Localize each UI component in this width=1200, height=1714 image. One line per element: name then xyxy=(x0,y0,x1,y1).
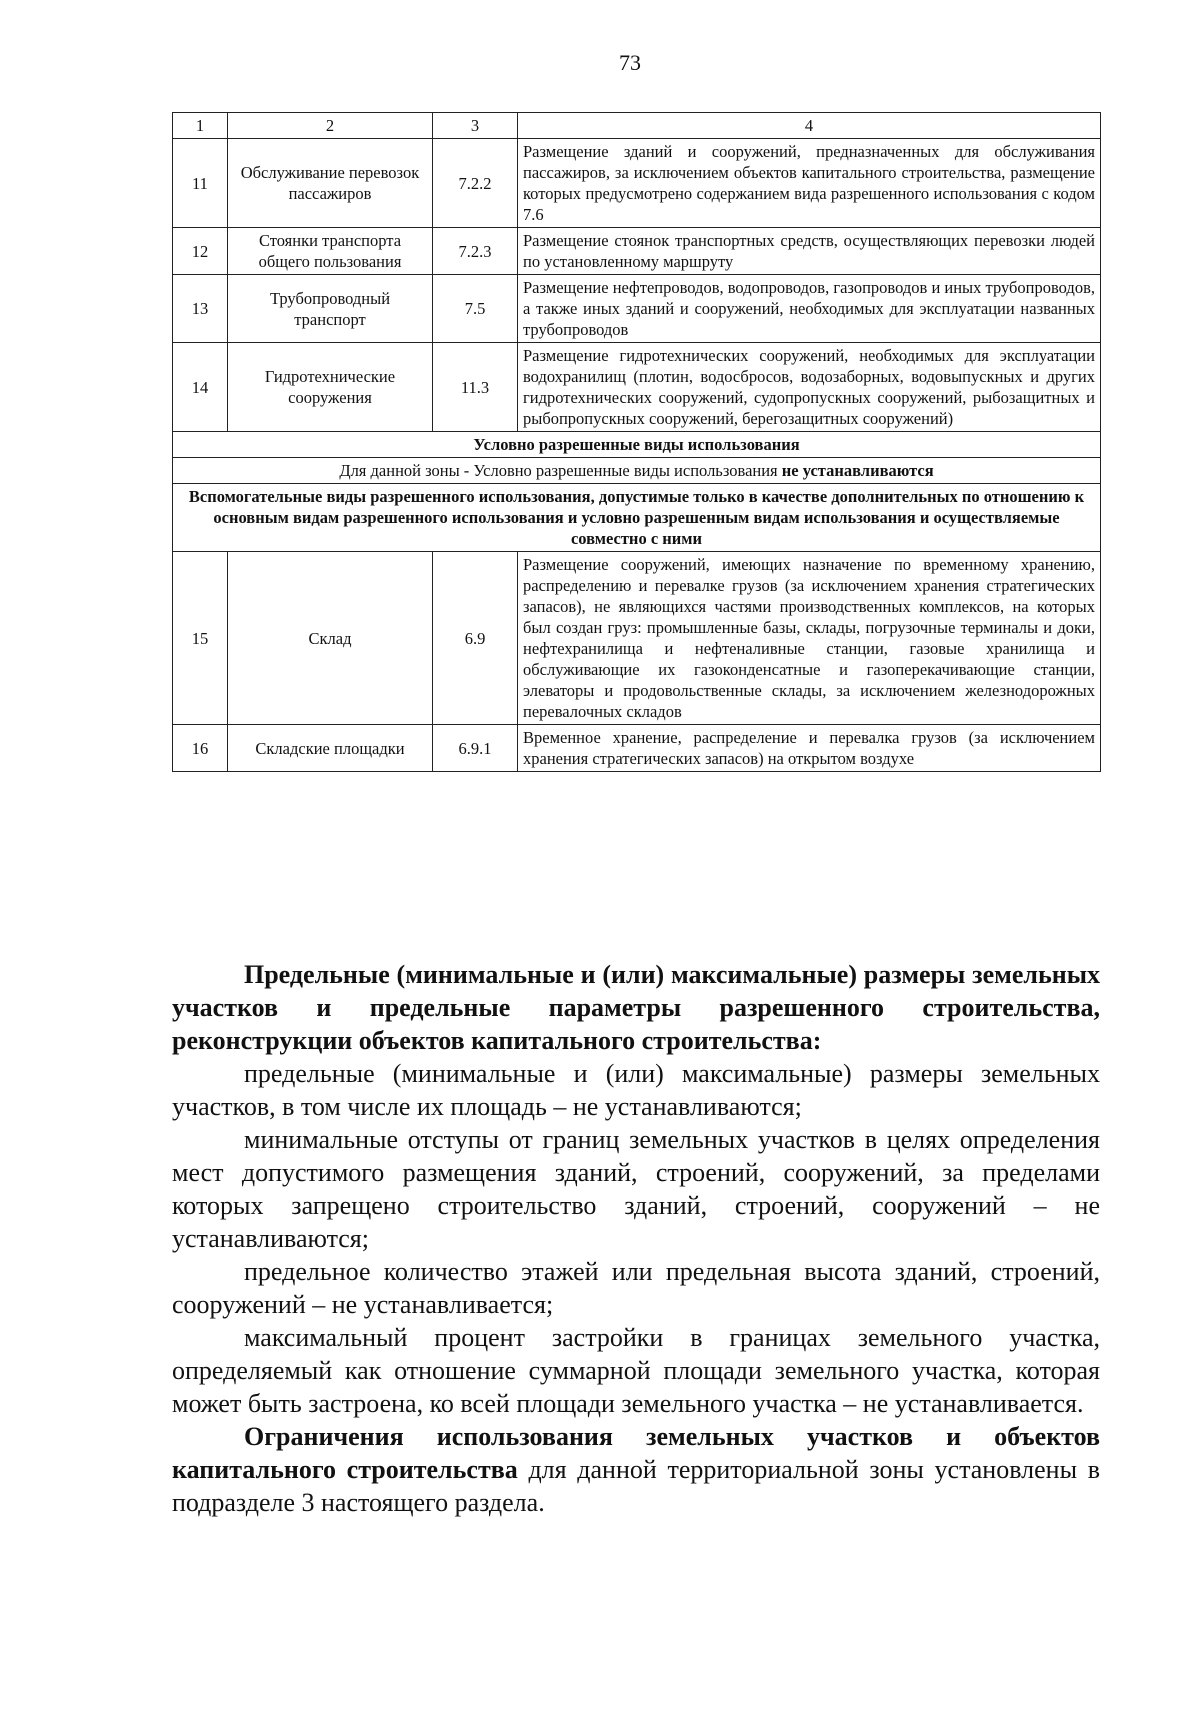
use-code: 6.9 xyxy=(433,552,518,725)
col-header-2: 2 xyxy=(228,113,433,139)
use-name: Трубопроводный транспорт xyxy=(228,275,433,343)
use-code: 11.3 xyxy=(433,343,518,432)
paragraph: минимальные отступы от границ земельных участков в целях определения мест допустимого размещения зданий, строений, сооружений, за пределами которых запрещено строительство зданий, строений, сооружений – не устанавливаются; xyxy=(172,1125,1100,1253)
paragraph: предельные (минимальные и (или) максимальные) размеры земельных участков, в том числе их площадь – не устанавливаются; xyxy=(172,1059,1100,1121)
paragraph: максимальный процент застройки в границах земельного участка, определяемый как отношение суммарной площади земельного участка, которая может быть застроена, ко всей площади земельного участка – не устанавливается. xyxy=(172,1323,1100,1418)
table-row xyxy=(173,725,1101,772)
row-number: 13 xyxy=(173,275,228,343)
row-number: 16 xyxy=(173,725,228,772)
use-name: Обслуживание перевозок пассажиров xyxy=(228,139,433,228)
use-description: Размещение гидротехнических сооружений, необходимых для эксплуатации водохранилищ (плотин, водосбросов, водозаборных, водовыпускных и других гидротехнических сооружений, судопропускных сооружений, рыбозащитных и рыбопропускных сооружений, берегозащитных сооружений) xyxy=(518,343,1101,432)
section-title-auxiliary: Вспомогательные виды разрешенного использования, допустимые только в качестве дополнительных по отношению к основным видам разрешенного использования и условно разрешенным видам использования и осуществляемые совместно с ними xyxy=(173,484,1101,552)
body-text xyxy=(172,958,1100,1519)
section-heading: Предельные (минимальные и (или) максимальные) размеры земельных участков и предельные параметры разрешенного строительства, реконструкции объектов капитального строительства: xyxy=(172,960,1100,1055)
table-row xyxy=(173,228,1101,275)
col-header-3: 3 xyxy=(433,113,518,139)
use-name: Склад xyxy=(228,552,433,725)
use-code: 7.5 xyxy=(433,275,518,343)
use-description: Размещение нефтепроводов, водопроводов, газопроводов и иных трубопроводов, а также иных зданий и сооружений, необходимых для эксплуатации названных трубопроводов xyxy=(518,275,1101,343)
use-description: Размещение зданий и сооружений, предназначенных для обслуживания пассажиров, за исключением объектов капитального строительства, размещение которых предусмотрено содержанием вида разрешенного использования с кодом 7.6 xyxy=(518,139,1101,228)
section-row-conditional-note xyxy=(173,458,1101,484)
conditional-note-prefix: Для данной зоны - Условно разрешенные виды использования xyxy=(339,461,782,480)
table-row xyxy=(173,139,1101,228)
conditional-note-bold: не устанавливаются xyxy=(781,461,934,480)
restrictions-bold: Ограничения использования земельных участков и объектов капитального строительства xyxy=(172,1422,1100,1484)
conditional-note xyxy=(173,458,1101,484)
section-row-auxiliary xyxy=(173,484,1101,552)
paragraph: предельное количество этажей или предельная высота зданий, строений, сооружений – не устанавливается; xyxy=(172,1257,1100,1319)
table-row xyxy=(173,552,1101,725)
table-row xyxy=(173,275,1101,343)
use-name: Складские площадки xyxy=(228,725,433,772)
table-row xyxy=(173,343,1101,432)
row-number: 15 xyxy=(173,552,228,725)
col-header-4: 4 xyxy=(518,113,1101,139)
restrictions-rest: для данной территориальной зоны установлены в подразделе 3 настоящего раздела. xyxy=(172,1455,1100,1517)
use-description: Размещение стоянок транспортных средств, осуществляющих перевозки людей по установленному маршруту xyxy=(518,228,1101,275)
page-number: 73 xyxy=(619,50,641,75)
use-code: 7.2.2 xyxy=(433,139,518,228)
row-number: 11 xyxy=(173,139,228,228)
use-name: Стоянки транспорта общего пользования xyxy=(228,228,433,275)
row-number: 12 xyxy=(173,228,228,275)
use-code: 6.9.1 xyxy=(433,725,518,772)
paragraph-restrictions xyxy=(172,1420,1100,1519)
col-header-1: 1 xyxy=(173,113,228,139)
land-use-table xyxy=(172,112,1101,772)
use-description: Временное хранение, распределение и перевалка грузов (за исключением хранения стратегических запасов) на открытом воздухе xyxy=(518,725,1101,772)
use-name: Гидротехнические сооружения xyxy=(228,343,433,432)
section-row-conditional xyxy=(173,432,1101,458)
table-header-row xyxy=(173,113,1101,139)
section-title-conditional: Условно разрешенные виды использования xyxy=(173,432,1101,458)
use-description: Размещение сооружений, имеющих назначение по временному хранению, распределению и перевалке грузов (за исключением хранения стратегических запасов), не являющихся частями производственных комплексов, на которых был создан груз: промышленные базы, склады, погрузочные терминалы и доки, нефтехранилища и нефтеналивные станции, газовые хранилища и обслуживающие их газоконденсатные и газоперекачивающие станции, элеваторы и продовольственные склады, за исключением железнодорожных перевалочных складов xyxy=(518,552,1101,725)
use-code: 7.2.3 xyxy=(433,228,518,275)
row-number: 14 xyxy=(173,343,228,432)
